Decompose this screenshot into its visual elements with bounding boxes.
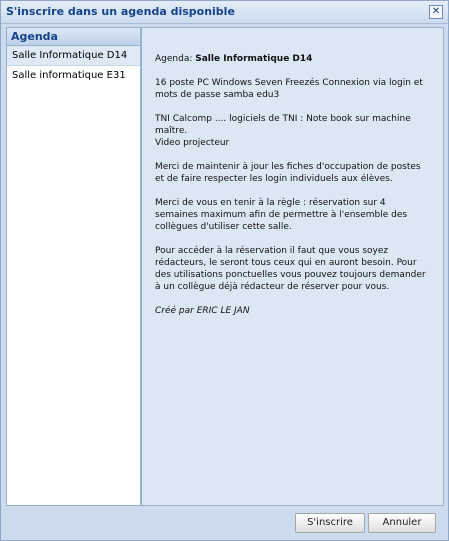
description-paragraph: Merci de vous en tenir à la règle : réservation sur 4 semaines maximum afin de permettre à l'ensemble des collègues d'utiliser cette salle.: [155, 198, 408, 232]
agenda-list: [6, 27, 141, 506]
agenda-list-header: Agenda: [7, 28, 140, 46]
dialog-titlebar[interactable]: [1, 1, 448, 24]
agenda-item-e31[interactable]: Salle informatique E31: [12, 70, 126, 81]
author-byline: Créé par ERIC LE JAN: [155, 306, 250, 316]
dialog-title: S'inscrire dans un agenda disponible: [6, 5, 235, 18]
agenda-details-panel: [141, 27, 444, 506]
description-paragraph: Pour accéder à la réservation il faut que vous soyez rédacteurs, le seront tous ceux qui en auront besoin. Pour des utilisations ponctuelles vous pouvez toujours demander à un collègue déjà rédacteur de réserver pour vous.: [155, 246, 426, 292]
description-paragraph: Merci de maintenir à jour les fiches d'occupation de postes et de faire respecter les login individuels aux élèves.: [155, 162, 421, 184]
agenda-prefix: Agenda:: [155, 54, 193, 64]
close-icon[interactable]: ✕: [429, 5, 443, 19]
subscribe-button[interactable]: S'inscrire: [295, 513, 365, 533]
cancel-button[interactable]: Annuler: [368, 513, 436, 533]
agenda-item-d14[interactable]: Salle Informatique D14: [7, 46, 140, 66]
description-paragraph: 16 poste PC Windows Seven Freezés Connexion via login et mots de passe samba edu3: [155, 78, 423, 100]
agenda-heading: [155, 53, 430, 65]
agenda-description: [155, 53, 430, 329]
description-paragraph: TNI Calcomp .... logiciels de TNI : Note book sur machine maître. Video projecteur: [155, 114, 411, 148]
agenda-name: Salle Informatique D14: [195, 54, 313, 64]
